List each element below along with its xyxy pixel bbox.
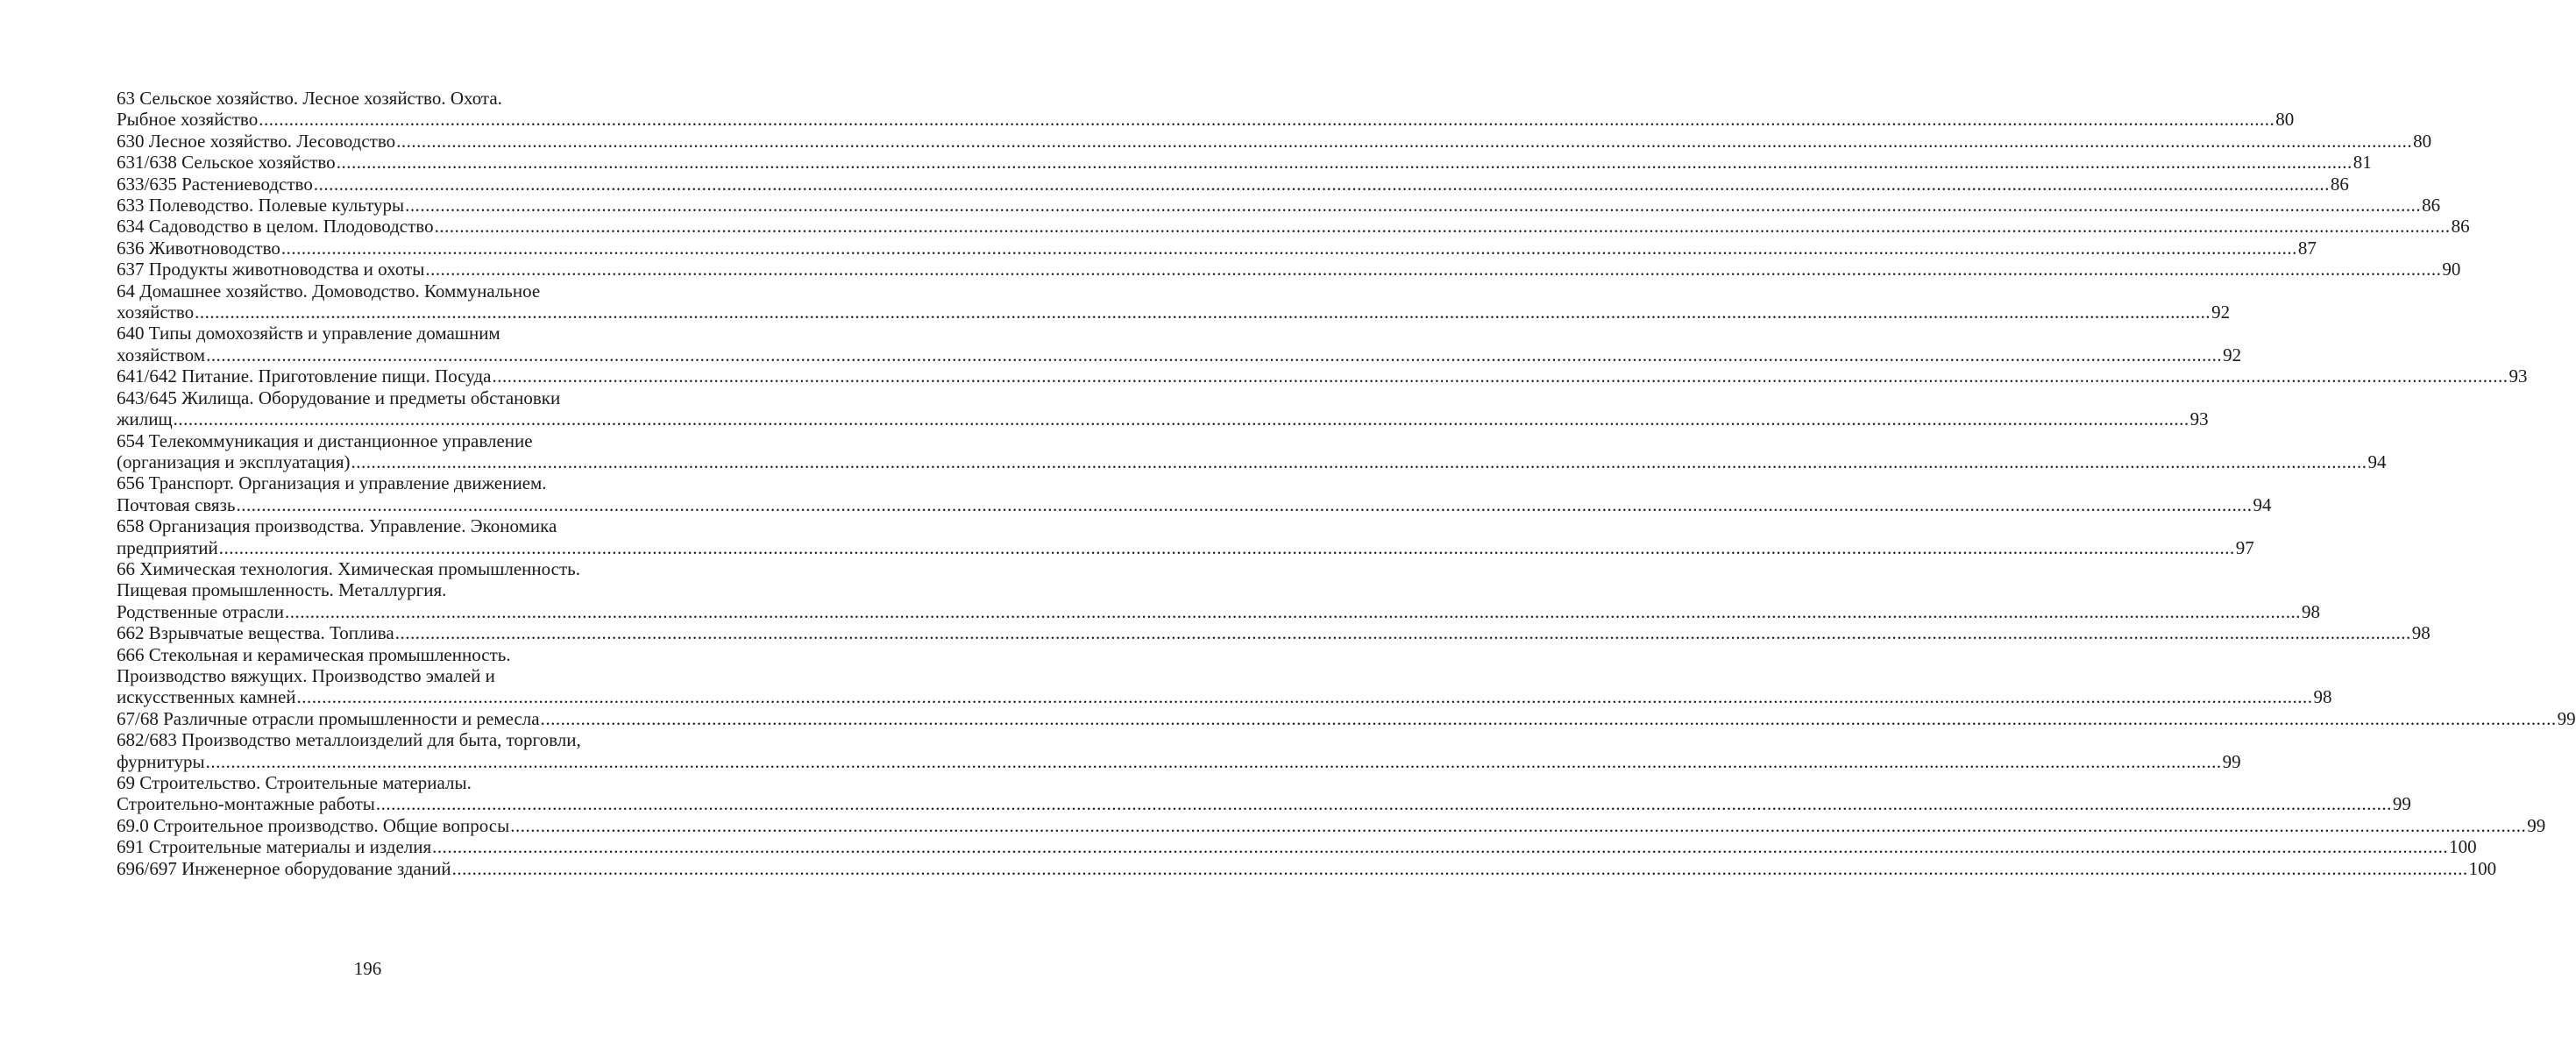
toc-entry-title-line: Родственные отрасли (117, 600, 285, 622)
toc-entry-title-line: 630 Лесное хозяйство. Лесоводство (117, 130, 396, 152)
toc-entry-last-line (117, 793, 2411, 815)
toc-entry-title-line: предприятий (117, 536, 218, 558)
toc-entry-page-number: 92 (2223, 344, 2242, 365)
toc-entry-title-line: 662 Взрывчатые вещества. Топлива (117, 622, 394, 644)
toc-entry-title-line: (организация и эксплуатация) (117, 451, 351, 472)
dot-leader: ................................................................................................................................................................................................................................................................................................................................................................................................................ (205, 750, 2222, 772)
toc-entry-last-line (117, 130, 2432, 152)
toc-entry-last-line (117, 109, 2295, 131)
toc-entry (117, 836, 2477, 858)
toc-entry-last-line (117, 600, 2321, 622)
dot-leader: ................................................................................................................................................................................................................................................................................................................................................................................................................ (432, 836, 2449, 858)
toc-entry-title-line: 696/697 Инженерное оборудование зданий (117, 857, 451, 879)
table-of-contents (117, 88, 2576, 879)
toc-entry (117, 622, 2431, 644)
toc-entry-last-line (117, 365, 2528, 387)
toc-entry-page-number: 99 (2392, 793, 2411, 815)
toc-entry-last-line (117, 686, 2332, 708)
toc-entry (117, 472, 2272, 515)
toc-entry (117, 152, 2372, 174)
toc-entry-page-number: 86 (2330, 173, 2349, 195)
toc-entry-title-line: Производство вяжущих. Производство эмалей и (117, 664, 495, 686)
dot-leader: ................................................................................................................................................................................................................................................................................................................................................................................................................ (451, 857, 2468, 879)
toc-entry-title-line: 682/683 Производство металлоизделий для быта, торговли, (117, 729, 581, 751)
toc-entry (117, 515, 2254, 558)
toc-entry-page-number: 99 (2527, 814, 2546, 836)
toc-entry-page-number: 80 (2413, 130, 2432, 152)
toc-entry (117, 259, 2461, 280)
toc-entry (117, 772, 2411, 815)
toc-entry-last-line (117, 216, 2470, 238)
toc-entry-last-line (117, 173, 2349, 195)
toc-entry-page-number: 92 (2211, 302, 2231, 323)
toc-entry-page-number: 98 (2411, 622, 2431, 644)
toc-entry (117, 323, 2242, 365)
toc-entry-page-number: 98 (2313, 686, 2332, 708)
dot-leader: ................................................................................................................................................................................................................................................................................................................................................................................................................ (375, 793, 2392, 815)
dot-leader: ................................................................................................................................................................................................................................................................................................................................................................................................................ (195, 302, 2211, 323)
toc-entry-title-line: 636 Животноводство (117, 237, 280, 259)
dot-leader: ................................................................................................................................................................................................................................................................................................................................................................................................................ (259, 109, 2275, 131)
dot-leader: ................................................................................................................................................................................................................................................................................................................................................................................................................ (296, 686, 2313, 708)
toc-entry-title-line: 691 Строительные материалы и изделия (117, 836, 432, 858)
toc-entry-title-line: искусственных камней (117, 686, 296, 708)
toc-entry-title-line: хозяйство (117, 302, 195, 323)
toc-entry-last-line (117, 857, 2497, 879)
dot-leader: ................................................................................................................................................................................................................................................................................................................................................................................................................ (434, 216, 2451, 238)
toc-entry (117, 130, 2432, 152)
toc-entry-title-line: 640 Типы домохозяйств и управление домашним (117, 323, 500, 344)
toc-entry-last-line (117, 814, 2546, 836)
toc-entry-title-line: 66 Химическая технология. Химическая промышленность. (117, 557, 580, 579)
toc-entry-title-line: 64 Домашнее хозяйство. Домоводство. Коммунальное (117, 280, 541, 302)
toc-entry-last-line (117, 195, 2441, 216)
toc-entry-page-number: 86 (2422, 195, 2441, 216)
toc-entry (117, 557, 2321, 622)
toc-entry-title-line: Строительно-монтажные работы (117, 793, 375, 815)
toc-entry-last-line (117, 451, 2387, 472)
toc-entry-title-line: 69.0 Строительное производство. Общие вопросы (117, 814, 510, 836)
toc-entry (117, 387, 2209, 430)
toc-entry-title-line: 656 Транспорт. Организация и управление движением. (117, 472, 547, 494)
toc-entry-last-line (117, 344, 2242, 365)
toc-entry-title-line: фурнитуры (117, 750, 205, 772)
toc-entry (117, 365, 2528, 387)
toc-entry-title-line: 634 Садоводство в целом. Плодоводство (117, 216, 434, 238)
toc-entry-page-number: 97 (2235, 536, 2254, 558)
toc-entry-page-number: 98 (2302, 600, 2321, 622)
toc-entry-last-line (117, 836, 2477, 858)
toc-entry-last-line (117, 259, 2461, 280)
toc-entry (117, 237, 2317, 259)
dot-leader: ................................................................................................................................................................................................................................................................................................................................................................................................................ (285, 600, 2302, 622)
dot-leader: ................................................................................................................................................................................................................................................................................................................................................................................................................ (492, 365, 2509, 387)
toc-entry-title-line: 633 Полеводство. Полевые культуры (117, 195, 405, 216)
toc-entry-page-number: 81 (2352, 152, 2372, 174)
toc-entry-last-line (117, 493, 2272, 515)
toc-entry-title-line: Пищевая промышленность. Металлургия. (117, 579, 447, 601)
toc-entry-page-number: 87 (2297, 237, 2317, 259)
dot-leader: ................................................................................................................................................................................................................................................................................................................................................................................................................ (280, 237, 2297, 259)
toc-entry-page-number: 93 (2189, 408, 2209, 430)
toc-entry-title-line: 69 Строительство. Строительные материалы. (117, 772, 472, 793)
dot-leader: ................................................................................................................................................................................................................................................................................................................................................................................................................ (336, 152, 2352, 174)
toc-entry-title-line: Почтовая связь (117, 493, 236, 515)
toc-entry-title-line: жилищ (117, 408, 173, 430)
toc-entry (117, 280, 2231, 323)
toc-entry-title-line: Рыбное хозяйство (117, 109, 259, 131)
toc-entry-page-number: 100 (2449, 836, 2477, 858)
toc-entry-page-number: 80 (2275, 109, 2295, 131)
dot-leader: ................................................................................................................................................................................................................................................................................................................................................................................................................ (351, 451, 2367, 472)
toc-entry (117, 216, 2470, 238)
toc-entry-page-number: 99 (2222, 750, 2241, 772)
toc-entry-title-line: 643/645 Жилища. Оборудование и предметы обстановки (117, 387, 561, 408)
toc-entry-page-number: 90 (2442, 259, 2461, 280)
toc-entry (117, 173, 2349, 195)
toc-entry-last-line (117, 152, 2372, 174)
toc-entry-title-line: 631/638 Сельское хозяйство (117, 152, 336, 174)
dot-leader: ................................................................................................................................................................................................................................................................................................................................................................................................................ (206, 344, 2223, 365)
dot-leader: ................................................................................................................................................................................................................................................................................................................................................................................................................ (394, 622, 2411, 644)
toc-entry-title-line: 658 Организация производства. Управление. Экономика (117, 515, 557, 537)
dot-leader: ................................................................................................................................................................................................................................................................................................................................................................................................................ (396, 130, 2413, 152)
toc-entry-page-number: 94 (2253, 493, 2272, 515)
toc-entry-title-line: 641/642 Питание. Приготовление пищи. Посуда (117, 365, 492, 387)
toc-entry (117, 814, 2546, 836)
toc-entry-page-number: 86 (2451, 216, 2470, 238)
toc-entry (117, 643, 2332, 708)
toc-entry (117, 88, 2295, 131)
dot-leader: ................................................................................................................................................................................................................................................................................................................................................................................................................ (313, 173, 2330, 195)
toc-entry-last-line (117, 536, 2254, 558)
toc-entry-page-number: 100 (2468, 857, 2497, 879)
dot-leader: ................................................................................................................................................................................................................................................................................................................................................................................................................ (236, 493, 2253, 515)
toc-entry-last-line (117, 750, 2241, 772)
toc-entry-page-number: 94 (2367, 451, 2387, 472)
toc-entry-title-line: 666 Стекольная и керамическая промышленность. (117, 643, 511, 665)
toc-entry-title-line: 63 Сельское хозяйство. Лесное хозяйство. Охота. (117, 88, 502, 109)
dot-leader: ................................................................................................................................................................................................................................................................................................................................................................................................................ (425, 259, 2442, 280)
dot-leader: ................................................................................................................................................................................................................................................................................................................................................................................................................ (173, 408, 2189, 430)
dot-leader: ................................................................................................................................................................................................................................................................................................................................................................................................................ (218, 536, 2235, 558)
toc-entry-title-line: 633/635 Растениеводство (117, 173, 313, 195)
toc-entry-last-line (117, 707, 2576, 729)
toc-entry-last-line (117, 237, 2317, 259)
toc-entry (117, 729, 2241, 772)
toc-entry (117, 195, 2441, 216)
toc-entry-last-line (117, 622, 2431, 644)
toc-entry-title-line: 654 Телекоммуникация и дистанционное управление (117, 429, 533, 451)
dot-leader: ................................................................................................................................................................................................................................................................................................................................................................................................................ (510, 814, 2527, 836)
toc-entry-title-line: 67/68 Различные отрасли промышленности и ремесла (117, 707, 540, 729)
toc-entry-title-line: 637 Продукты животноводства и охоты (117, 259, 425, 280)
toc-entry (117, 429, 2387, 473)
toc-entry-title-line: хозяйством (117, 344, 206, 365)
toc-entry-page-number: 99 (2557, 707, 2576, 729)
dot-leader: ................................................................................................................................................................................................................................................................................................................................................................................................................ (540, 707, 2557, 729)
page-number: 196 (353, 958, 382, 979)
toc-entry (117, 707, 2576, 729)
dot-leader: ................................................................................................................................................................................................................................................................................................................................................................................................................ (405, 195, 2422, 216)
toc-entry-last-line (117, 302, 2231, 323)
toc-entry-last-line (117, 408, 2209, 430)
toc-entry (117, 857, 2497, 879)
toc-entry-page-number: 93 (2509, 365, 2528, 387)
